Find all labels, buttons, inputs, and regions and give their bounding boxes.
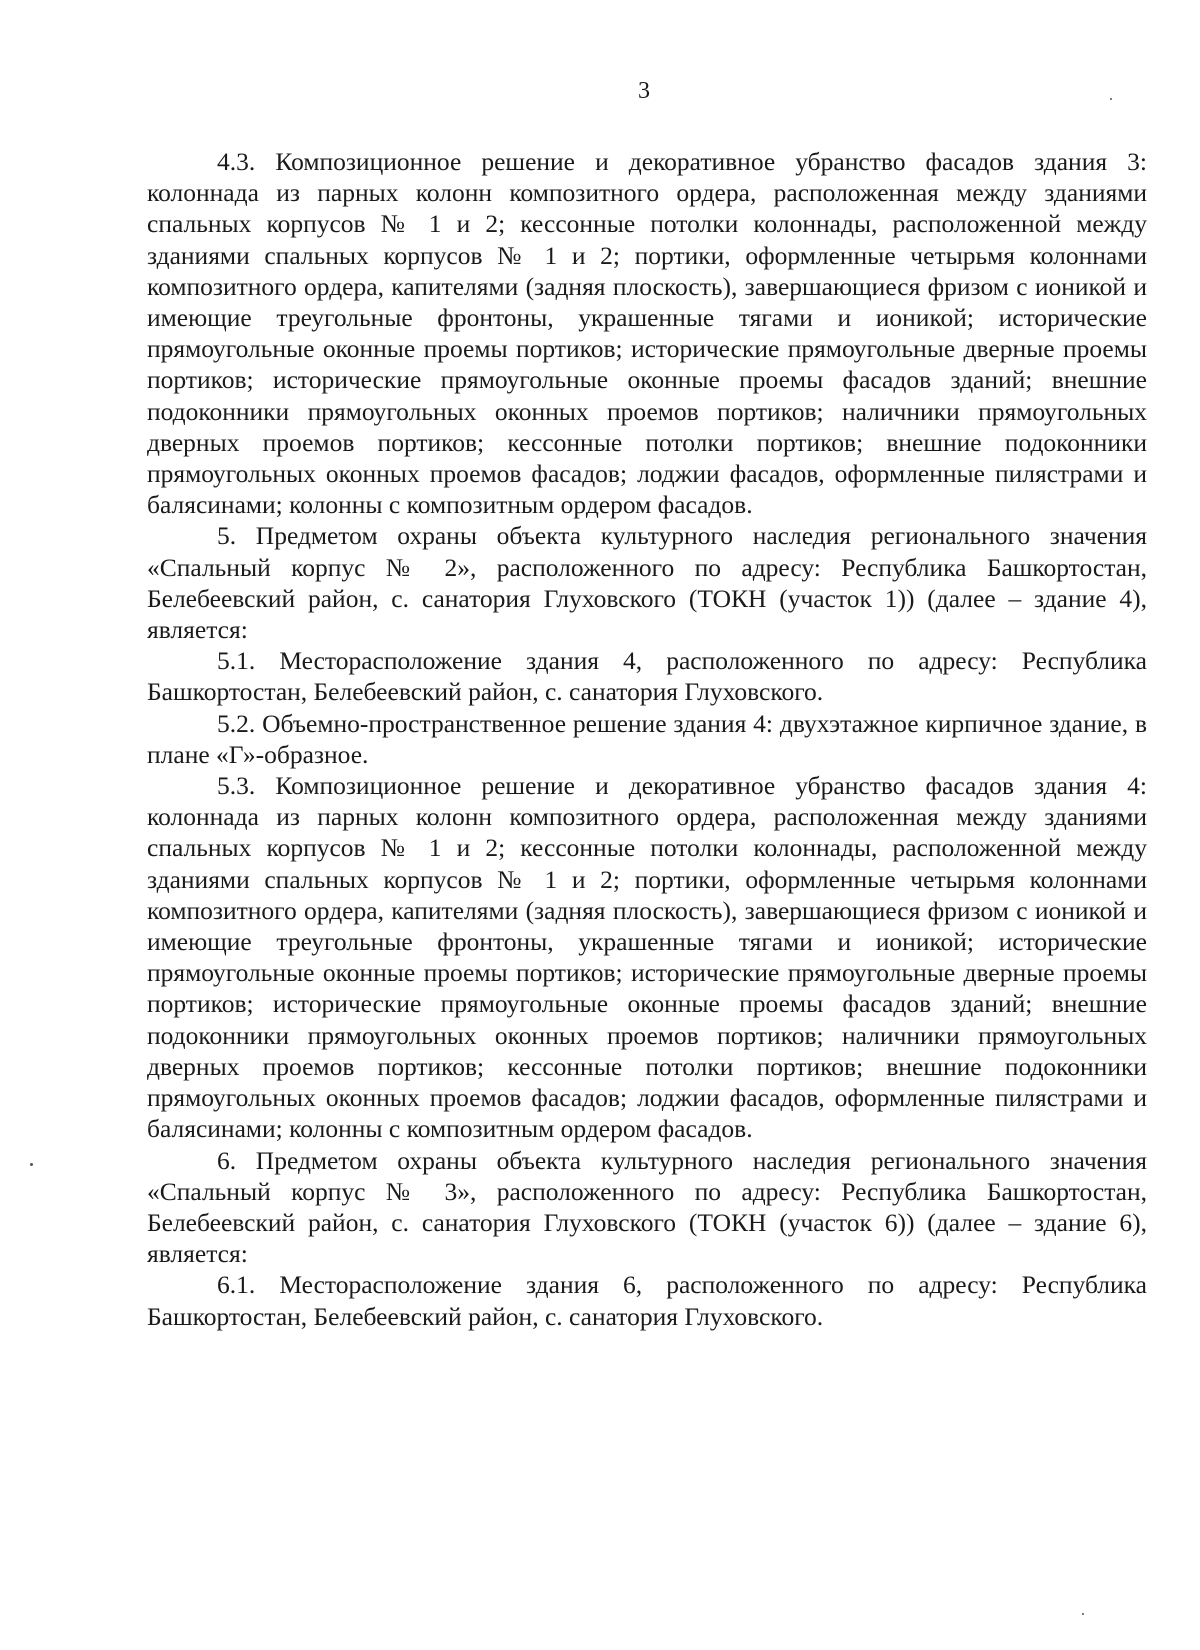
scan-speck <box>1110 98 1112 100</box>
paragraph-6-1: 6.1. Месторасположение здания 6, расположенного по адресу: Республика Башкортостан, Белебеевский район, с. санатория Глуховского. <box>147 1270 1147 1331</box>
page-number: 3 <box>638 78 650 104</box>
paragraph-4-3: 4.3. Композиционное решение и декоративное убранство фасадов здания 3: колоннада из парных колонн композитного ордера, расположенная между зданиями спальных корпусов № 1 и 2; кессонные потолки колоннады, расположенной между зданиями спальных корпусов № 1 и 2; портики, оформленные четырьмя колоннами композитного ордера, капителями (задняя плоскость), завершающиеся фризом с ионикой и имеющие треугольные фронтоны, украшенные тягами и ионикой; исторические прямоугольные оконные проемы портиков; исторические прямоугольные дверные проемы портиков; исторические прямоугольные оконные проемы фасадов зданий; внешние подоконники прямоугольных оконных проемов портиков; наличники прямоугольных дверных проемов портиков; кессонные потолки портиков; внешние подоконники прямоугольных оконных проемов фасадов; лоджии фасадов, оформленные пилястрами и балясинами; колонны с композитным ордером фасадов. <box>147 147 1147 520</box>
paragraph-6: 6. Предметом охраны объекта культурного наследия регионального значения «Спальный корпус № 3», расположенного по адресу: Республика Башкортостан, Белебеевский район, с. санатория Глуховского (ТОКН (участок 6)) (далее – здание 6), является: <box>147 1145 1147 1269</box>
paragraph-5: 5. Предметом охраны объекта культурного наследия регионального значения «Спальный корпус № 2», расположенного по адресу: Республика Башкортостан, Белебеевский район, с. санатория Глуховского (ТОКН (участок 1)) (далее – здание 4), является: <box>147 521 1147 645</box>
paragraph-5-2: 5.2. Объемно-пространственное решение здания 4: двухэтажное кирпичное здание, в плане «Г»-образное. <box>147 708 1147 769</box>
document-body <box>147 146 1147 1332</box>
paragraph-5-1: 5.1. Месторасположение здания 4, расположенного по адресу: Республика Башкортостан, Белебеевский район, с. санатория Глуховского. <box>147 646 1147 707</box>
scan-speck <box>1082 1613 1084 1615</box>
paragraph-5-3: 5.3. Композиционное решение и декоративное убранство фасадов здания 4: колоннада из парных колонн композитного ордера, расположенная между зданиями спальных корпусов № 1 и 2; кессонные потолки колоннады, расположенной между зданиями спальных корпусов № 1 и 2; портики, оформленные четырьмя колоннами композитного ордера, капителями (задняя плоскость), завершающиеся фризом с ионикой и имеющие треугольные фронтоны, украшенные тягами и ионикой; исторические прямоугольные оконные проемы портиков; исторические прямоугольные дверные проемы портиков; исторические прямоугольные оконные проемы фасадов зданий; внешние подоконники прямоугольных оконных проемов портиков; наличники прямоугольных дверных проемов портиков; кессонные потолки портиков; внешние подоконники прямоугольных оконных проемов фасадов; лоджии фасадов, оформленные пилястрами и балясинами; колонны с композитным ордером фасадов. <box>147 771 1147 1144</box>
scan-speck <box>30 1163 33 1166</box>
